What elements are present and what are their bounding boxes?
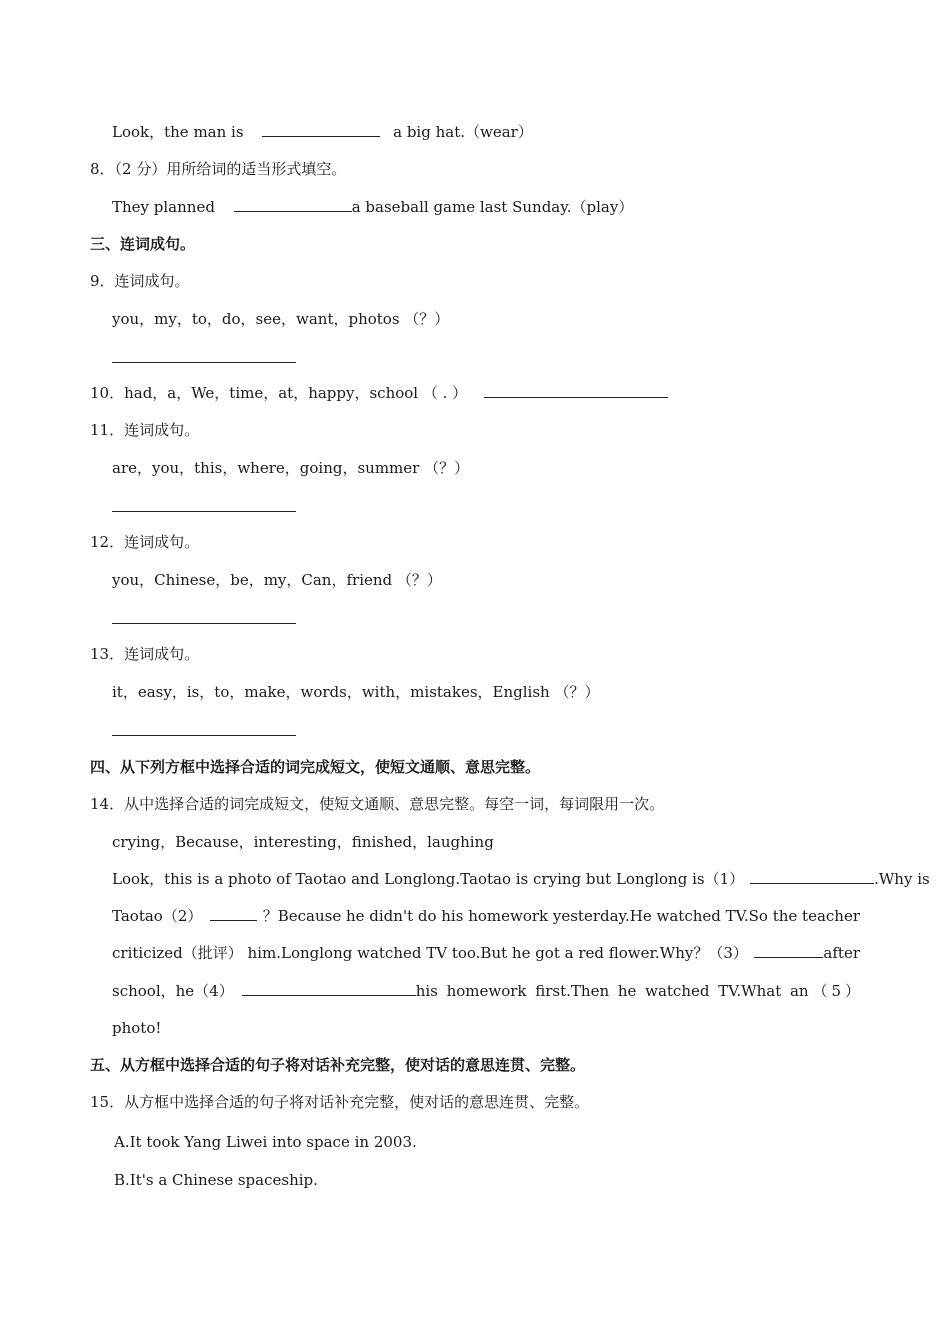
q8-stem: 8．（2 分）用所给词的适当形式填空。: [90, 160, 347, 178]
q10-line: [90, 383, 668, 403]
q10-stem: 10．had，a，We，time，at，happy，school （ . ）: [90, 384, 468, 402]
q13-words: it，easy，is，to，make，words，with，mistakes，English （？）: [112, 683, 600, 701]
q9-answer-blank[interactable]: [112, 348, 296, 363]
q15-option-b: B.It's a Chinese spaceship.: [114, 1171, 318, 1189]
q15-stem: 15．从方框中选择合适的句子将对话补充完整，使对话的意思连贯、完整。: [90, 1093, 590, 1111]
q8-line: [112, 197, 633, 217]
q14-passage-line-1: [112, 869, 930, 889]
q7-line: [112, 122, 533, 142]
q10-answer-blank[interactable]: [484, 383, 668, 398]
q8-text-a: They planned: [112, 198, 215, 216]
q14-passage-line-4: [112, 981, 860, 1001]
q14-passage-line-5: photo!: [112, 1019, 162, 1037]
section5-title: 五、从方框中选择合适的句子将对话补充完整，使对话的意思连贯、完整。: [90, 1056, 586, 1074]
q14-blank-1[interactable]: [750, 869, 874, 884]
q11-stem: 11．连词成句。: [90, 421, 200, 439]
q11-answer-blank[interactable]: [112, 497, 296, 512]
q9-words: you，my，to，do，see，want，photos （？）: [112, 310, 450, 328]
q14-p2-text-a: Taotao（2）: [112, 907, 203, 925]
q14-p1-text-b: .Why is: [874, 870, 930, 888]
q11-words: are，you，this，where，going，summer （？）: [112, 459, 470, 477]
q8-answer-blank[interactable]: [234, 197, 352, 212]
q14-blank-4[interactable]: [242, 981, 416, 996]
q14-p1-text-a: Look，this is a photo of Taotao and Longlong.Taotao is crying but Longlong is（1）: [112, 870, 745, 888]
q14-blank-2[interactable]: [210, 906, 256, 921]
q13-answer-blank[interactable]: [112, 721, 296, 736]
q14-passage-line-3: [112, 943, 860, 963]
q14-options: crying，Because，interesting，finished，laughing: [112, 833, 494, 851]
q14-p3-text-a: criticized（批评） him.Longlong watched TV too.But he got a red flower.Why？（3）: [112, 944, 748, 962]
q14-p3-text-b: after: [823, 944, 860, 962]
q14-p2-text-b: ？Because he didn't do his homework yesterday.He watched TV.So the teacher: [262, 907, 860, 925]
q9-stem: 9．连词成句。: [90, 272, 190, 290]
q12-stem: 12．连词成句。: [90, 533, 200, 551]
q14-p4-text-b: his homework first.Then he watched TV.What an（5）: [415, 982, 860, 1000]
q14-blank-3[interactable]: [754, 943, 824, 958]
section3-title: 三、连词成句。: [90, 235, 196, 253]
q12-answer-blank[interactable]: [112, 609, 296, 624]
q13-stem: 13．连词成句。: [90, 645, 200, 663]
q7-answer-blank[interactable]: [262, 122, 380, 137]
q8-text-b: a baseball game last Sunday.（play）: [351, 198, 634, 216]
q15-option-a: A.It took Yang Liwei into space in 2003.: [114, 1133, 417, 1151]
q7-text-a: Look，the man is: [112, 123, 244, 141]
q7-text-b: a big hat.（wear）: [393, 123, 533, 141]
q14-p4-text-a: school，he（4）: [112, 982, 234, 1000]
section4-title: 四、从下列方框中选择合适的词完成短文，使短文通顺、意思完整。: [90, 758, 541, 776]
q14-passage-line-2: [112, 906, 860, 926]
q14-stem: 14．从中选择合适的词完成短文，使短文通顺、意思完整。每空一词，每词限用一次。: [90, 795, 665, 813]
q12-words: you，Chinese，be，my，Can，friend （？）: [112, 571, 442, 589]
